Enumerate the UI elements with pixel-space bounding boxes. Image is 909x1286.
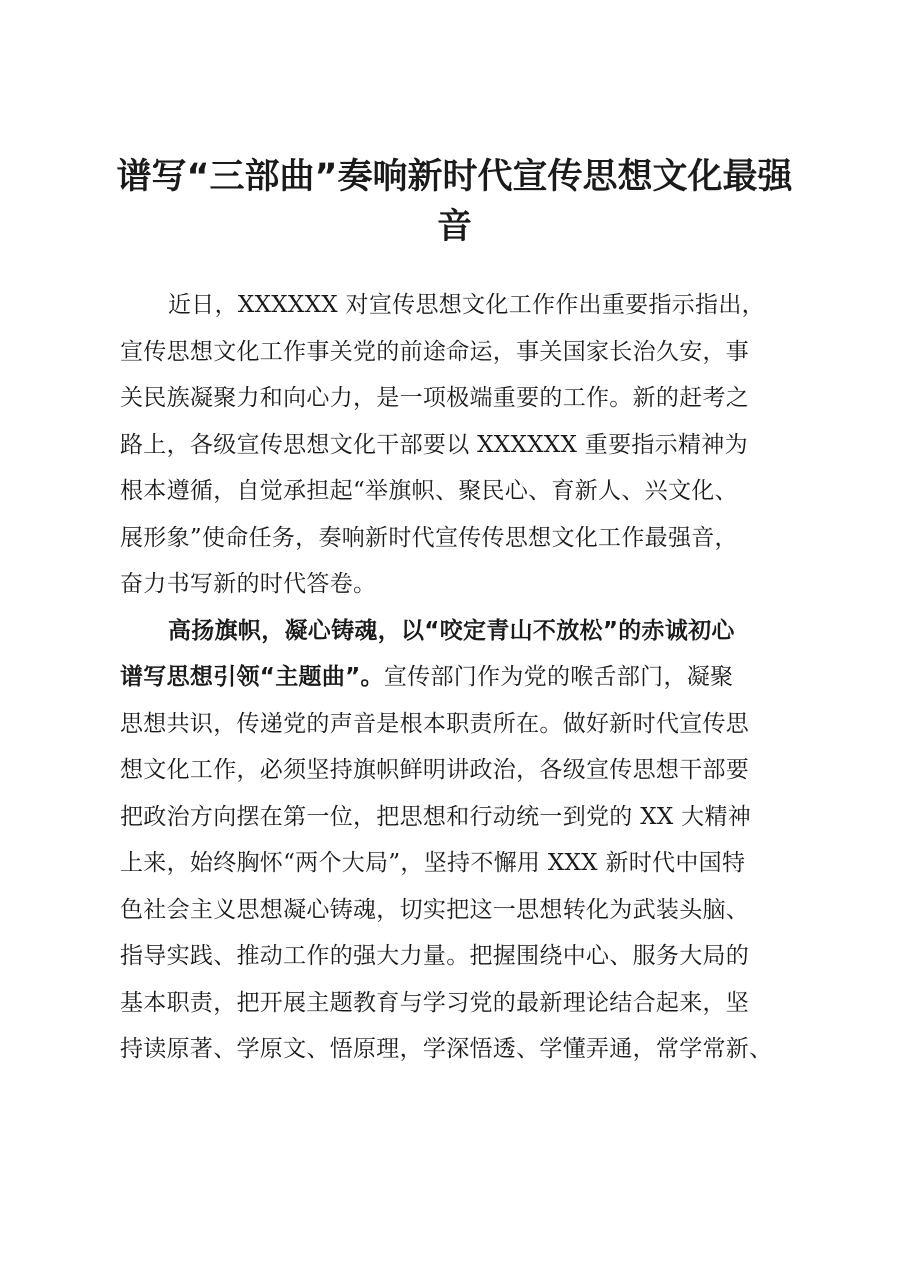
paragraph-line: 奋力书写新的时代答卷。 [120, 571, 377, 597]
paragraph-line: 把政治方向摆在第一位，把思想和行动统一到党的 XX 大精神 [120, 803, 752, 830]
paragraph-line: 指导实践、推动工作的强大力量。把握围绕中心、服务大局的 [120, 943, 750, 969]
paragraph-line: 路上，各级宣传思想文化干部要以 XXXXXX 重要指示精神为 [120, 431, 748, 458]
paragraph-line: 想文化工作，必须坚持旗帜鲜明讲政治，各级宣传思想干部要 [120, 757, 750, 783]
title-line-1: 谱写“三部曲”奏响新时代宣传思想文化最强 [116, 157, 793, 197]
paragraph-line: 关民族凝聚力和向心力，是一项极端重要的工作。新的赶考之 [120, 385, 750, 411]
paragraph-line: 根本遵循，自觉承担起“举旗帜、聚民心、育新人、兴文化、 [120, 478, 738, 504]
paragraph-line: 展形象”使命任务，奏响新时代宣传传思想文化工作最强音， [120, 524, 738, 551]
document-body [120, 282, 810, 1073]
paragraph-line: 持读原著、学原文、悟原理，学深悟透、学懂弄通，常学常新、 [120, 1036, 773, 1062]
paragraph-line: 思想共识，传递党的声音是根本职责所在。做好新时代宣传思 [120, 710, 750, 737]
paragraph-line: 近日，XXXXXX 对宣传思想文化工作作出重要指示指出， [168, 292, 765, 318]
paragraph-line: 上来，始终胸怀“两个大局”，坚持不懈用 XXX 新时代中国特 [120, 850, 746, 876]
document-title [100, 152, 809, 252]
paragraph-line-rest: 宣传部门作为党的喉舌部门，凝聚 [383, 664, 734, 690]
section-heading-line-1: 高扬旗帜，凝心铸魂，以“咬定青山不放松”的赤诚初心 [168, 617, 735, 644]
section-heading-tail: 谱写思想引领“主题曲”。 [120, 664, 384, 690]
paragraph-line: 宣传思想文化工作事关党的前途命运，事关国家长治久安，事 [120, 338, 750, 365]
paragraph-line: 色社会主义思想凝心铸魂，切实把这一思想转化为武装头脑、 [120, 896, 750, 923]
paragraph-line: 基本职责，把开展主题教育与学习党的最新理论结合起来，坚 [120, 989, 750, 1016]
paragraph-1 [120, 282, 810, 608]
section-heading-line-2 [120, 654, 810, 701]
paragraph-2 [120, 608, 810, 1073]
title-line-2: 音 [436, 207, 472, 247]
